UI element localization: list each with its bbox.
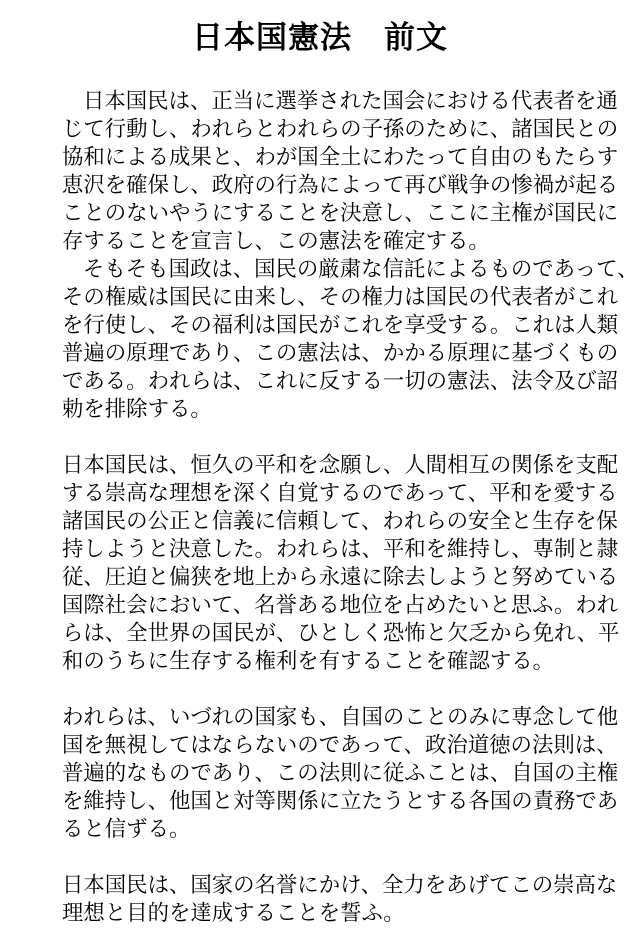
paragraph-4 bbox=[62, 704, 632, 844]
text-line: 和のうちに生存する権利を有することを確認する。 bbox=[62, 649, 554, 674]
paragraph-1 bbox=[62, 88, 632, 256]
text-line: 日本国民は、国家の名誉にかけ、全力をあげてこの崇高な bbox=[62, 873, 618, 898]
text-line: 従、圧迫と偏狭を地上から永遠に除去しようと努めている bbox=[62, 565, 619, 590]
text-line: 恵沢を確保し、政府の行為によって再び戦争の惨禍が起る bbox=[62, 173, 619, 198]
paragraph-gap bbox=[62, 844, 632, 872]
paragraph-3 bbox=[62, 452, 632, 676]
text-line: 普遍的なものであり、この法則に従ふことは、自国の主権 bbox=[62, 761, 619, 786]
text-line: 理想と目的を達成することを誓ふ。 bbox=[62, 901, 405, 926]
page-title: 日本国憲法 前文 bbox=[192, 20, 448, 56]
paragraph-gap bbox=[62, 424, 632, 452]
text-line: 諸国民の公正と信義に信頼して、われらの安全と生存を保 bbox=[62, 509, 618, 534]
text-line: われらは、いづれの国家も、自国のことのみに専念して他 bbox=[62, 705, 619, 730]
text-line: を維持し、他国と対等関係に立たうとする各国の責務であ bbox=[62, 789, 619, 814]
text-line: 持しようと決意した。われらは、平和を維持し、専制と隷 bbox=[62, 537, 619, 562]
paragraph-gap bbox=[62, 676, 632, 704]
text-line: らは、全世界の国民が、ひとしく恐怖と欠乏から免れ、平 bbox=[62, 621, 620, 646]
text-line: 勅を排除する。 bbox=[62, 397, 212, 422]
text-line: 国を無視してはならないのであって、政治道徳の法則は、 bbox=[62, 733, 618, 758]
text-line: 協和による成果と、わが国全土にわたって自由のもたらす bbox=[62, 145, 619, 170]
document-body bbox=[62, 88, 639, 928]
text-line: ると信ずる。 bbox=[62, 817, 191, 842]
text-line: を行使し、その福利は国民がこれを享受する。これは人類 bbox=[62, 313, 619, 338]
text-line: 国際社会において、名誉ある地位を占めたいと思ふ。われ bbox=[62, 593, 619, 618]
paragraph-2 bbox=[62, 256, 639, 424]
text-line: 普遍の原理であり、この憲法は、かかる原理に基づくもの bbox=[62, 341, 619, 366]
paragraph-5 bbox=[62, 872, 632, 928]
text-line: じて行動し、われらとわれらの子孫のために、諸国民との bbox=[62, 117, 619, 142]
text-line: である。われらは、これに反する一切の憲法、法令及び詔 bbox=[62, 369, 619, 394]
text-line: 日本国民は、正当に選挙された国会における代表者を通 bbox=[83, 89, 618, 114]
text-line: する崇高な理想を深く自覚するのであって、平和を愛する bbox=[62, 481, 618, 506]
text-line: そもそも国政は、国民の厳粛な信託によるものであって、 bbox=[83, 257, 639, 282]
text-line: その権威は国民に由来し、その権力は国民の代表者がこれ bbox=[62, 285, 619, 310]
text-line: 日本国民は、恒久の平和を念願し、人間相互の関係を支配 bbox=[62, 453, 619, 478]
text-line: ことのないやうにすることを決意し、ここに主権が国民に bbox=[62, 201, 619, 226]
text-line: 存することを宣言し、この憲法を確定する。 bbox=[62, 229, 490, 254]
